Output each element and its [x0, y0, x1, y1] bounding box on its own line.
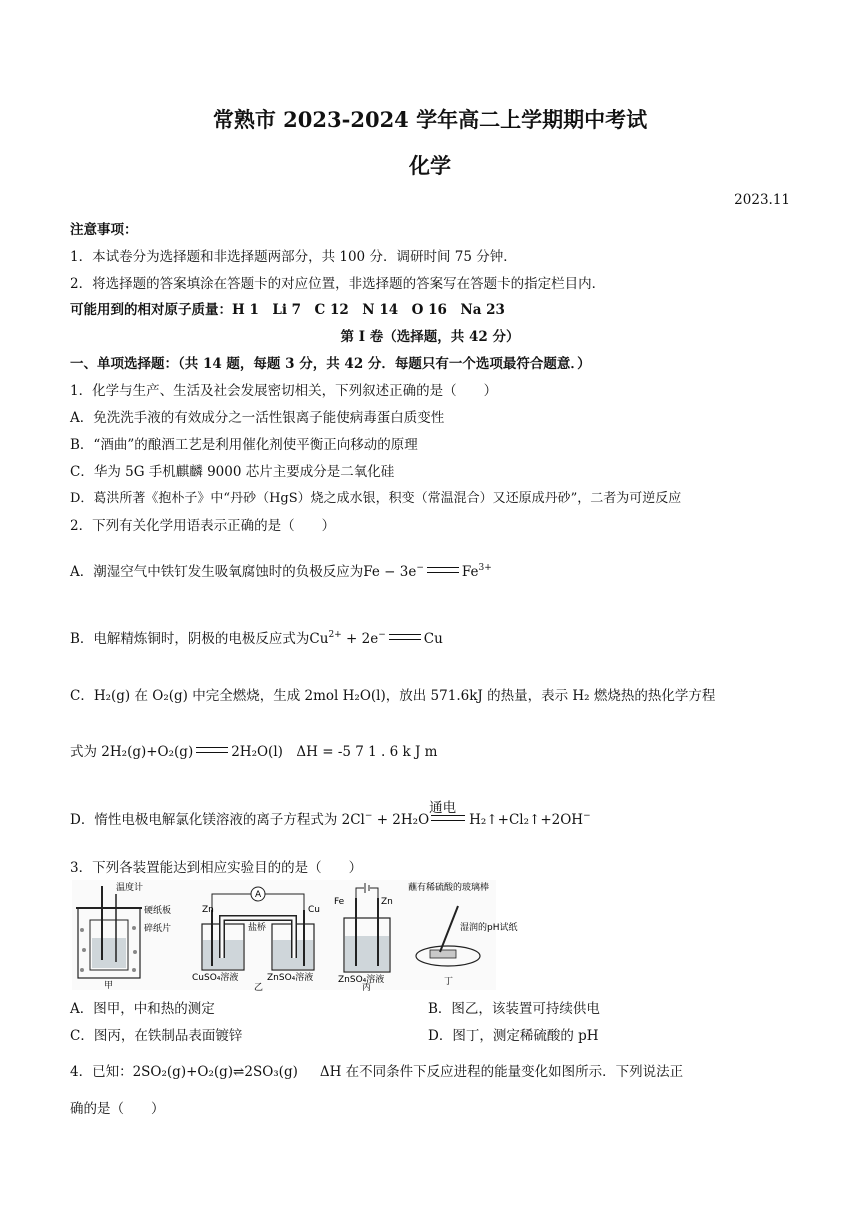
q2-option-d: D．惰性电极电解氯化镁溶液的离子方程式为 2Cl− + 2H₂O 通电 H₂↑+Cl₂↑+2OH−	[70, 808, 591, 828]
exam-title: 常熟市 2023-2024 学年高二上学期期中考试	[212, 107, 648, 132]
q2-c-label: C．	[70, 688, 94, 704]
label-thermometer: 温度计	[116, 883, 144, 893]
q2-d-text: D．惰性电极电解氯化镁溶液的离子方程式为 2Cl	[70, 812, 365, 828]
electrolysis-sign	[429, 800, 467, 828]
q2-c-eq-lhs: 式为 2H₂(g)+O₂(g)	[70, 744, 194, 760]
q3-option-a: A．图甲，中和热的测定	[70, 1001, 215, 1017]
label-salt-bridge: 盐桥	[248, 923, 267, 933]
q2-b-electrons: + 2e	[341, 631, 379, 647]
q4-stem-line1	[70, 1060, 683, 1080]
q2-option-b: B．电解精炼铜时，阴极的电极反应式为$Cu^{2+} + 2e^-$ Cu	[70, 630, 443, 647]
label-cuso4: CuSO₄溶液	[192, 973, 239, 983]
q2-a-charge: 3+	[478, 563, 492, 573]
note-1: 1．本试卷分为选择题和非选择题两部分，共 100 分．调研时间 75 分钟．	[70, 249, 517, 265]
q2-b-charge: 2+	[328, 630, 342, 640]
label-fe: Fe	[334, 897, 345, 907]
exam-date: 2023.11	[734, 192, 790, 208]
label-jia: 甲	[104, 981, 114, 991]
equals-sign	[389, 634, 421, 640]
section-heading: 一、单项选择题：（共 14 题，每题 3 分，共 42 分．每题只有一个选项最符合题意．）	[70, 356, 591, 372]
label-ammeter: A	[255, 890, 262, 900]
note-2: 2．将选择题的答案填涂在答题卡的对应位置，非选择题的答案写在答题卡的指定栏目内．	[70, 276, 606, 292]
q3-option-d: D．图丁，测定稀硫酸的 pH	[428, 1028, 599, 1044]
q2-a-text: A．潮湿空气中铁钉发生吸氧腐蚀时的负极反应为	[70, 564, 364, 580]
equals-sign	[427, 567, 459, 573]
q2-b-ion: Cu	[309, 631, 329, 647]
q2-c-text: H₂(g) 在 O₂(g) 中完全燃烧，生成 2mol H₂O(l)，放出 571.6kJ 的热量，表示 H₂ 燃烧热的热化学方程	[93, 688, 716, 704]
q3-option-b: B．图乙，该装置可持续供电	[428, 1001, 600, 1017]
label-paper: 碎纸片	[144, 924, 172, 934]
label-znso4: ZnSO₄溶液	[267, 973, 314, 983]
q1-option-b: B．“酒曲”的酿酒工艺是利用催化剂使平衡正向移动的原理	[70, 437, 418, 453]
q4-stem-line2: 确的是（ ）	[70, 1101, 165, 1117]
label-znso4-b: ZnSO₄溶液	[338, 975, 385, 985]
q2-d-rhs: H₂↑+Cl₂↑+2OH	[469, 812, 584, 828]
label-zn: Zn	[202, 905, 214, 915]
notes-heading: 注意事项：	[70, 222, 138, 238]
q2-d-water: + 2H₂O	[372, 812, 430, 828]
q2-stem: 2．下列有关化学用语表示正确的是（ ）	[70, 518, 336, 534]
apparatus-drawing	[72, 880, 518, 993]
q3-apparatus-figure	[72, 880, 518, 993]
q3-stem: 3．下列各装置能达到相应实验目的的是（ ）	[70, 860, 363, 876]
q1-option-c: C．华为 5G 手机麒麟 9000 芯片主要成分是二氧化硅	[70, 464, 395, 480]
q2-b-text: B．电解精炼铜时，阴极的电极反应式为	[70, 631, 310, 647]
q2-option-c-line2	[70, 740, 437, 760]
label-cu: Cu	[308, 905, 320, 915]
label-rod: 蘸有稀硫酸的玻璃棒	[408, 883, 490, 893]
q2-option-c-line1	[70, 684, 715, 704]
q4-label: 4．已知：	[70, 1064, 133, 1080]
volume-title: 第 I 卷（选择题，共 42 分）	[340, 329, 520, 345]
label-bing: 丙	[362, 983, 372, 993]
q3-option-c: C．图丙，在铁制品表面镀锌	[70, 1028, 243, 1044]
q2-b-rhs: Cu	[423, 631, 443, 647]
label-ph-paper: 湿润的pH试纸	[460, 923, 518, 933]
label-cardboard: 硬纸板	[144, 906, 172, 916]
label-ding: 丁	[444, 977, 454, 987]
atomic-masses: 可能用到的相对原子质量：H 1 Li 7 C 12 N 14 O 16 Na 23	[70, 302, 505, 318]
q2-option-a: A．潮湿空气中铁钉发生吸氧腐蚀时的负极反应为Fe − 3e− $Fe^{3+}$	[70, 563, 492, 580]
label-yi: 乙	[254, 983, 264, 993]
q1-option-a: A．免洗洗手液的有效成分之一活性银离子能使病毒蛋白质变性	[70, 410, 445, 426]
q2-c-eq-rhs: 2H₂O(l) ΔH = -5 7 1 . 6 k J m	[231, 744, 438, 760]
q2-a-rhs: Fe	[461, 564, 479, 580]
q2-a-lhs: Fe − 3e	[363, 564, 417, 580]
condition-label: 通电	[429, 800, 457, 816]
q4-equation: 2SO₂(g)+O₂(g)⇌2SO₃(g)	[132, 1064, 298, 1080]
subject-title: 化学	[409, 153, 451, 178]
q4-text: ΔH 在不同条件下反应进程的能量变化如图所示．下列说法正	[319, 1064, 684, 1080]
equals-sign	[196, 747, 228, 753]
label-zn-b: Zn	[381, 897, 393, 907]
q1-stem: 1．化学与生产、生活及社会发展密切相关，下列叙述正确的是（ ）	[70, 383, 498, 399]
q1-option-d: D．葛洪所著《抱朴子》中“丹砂（HgS）烧之成水银，积变（常温混合）又还原成丹砂”，二者为可逆反应	[70, 491, 682, 506]
